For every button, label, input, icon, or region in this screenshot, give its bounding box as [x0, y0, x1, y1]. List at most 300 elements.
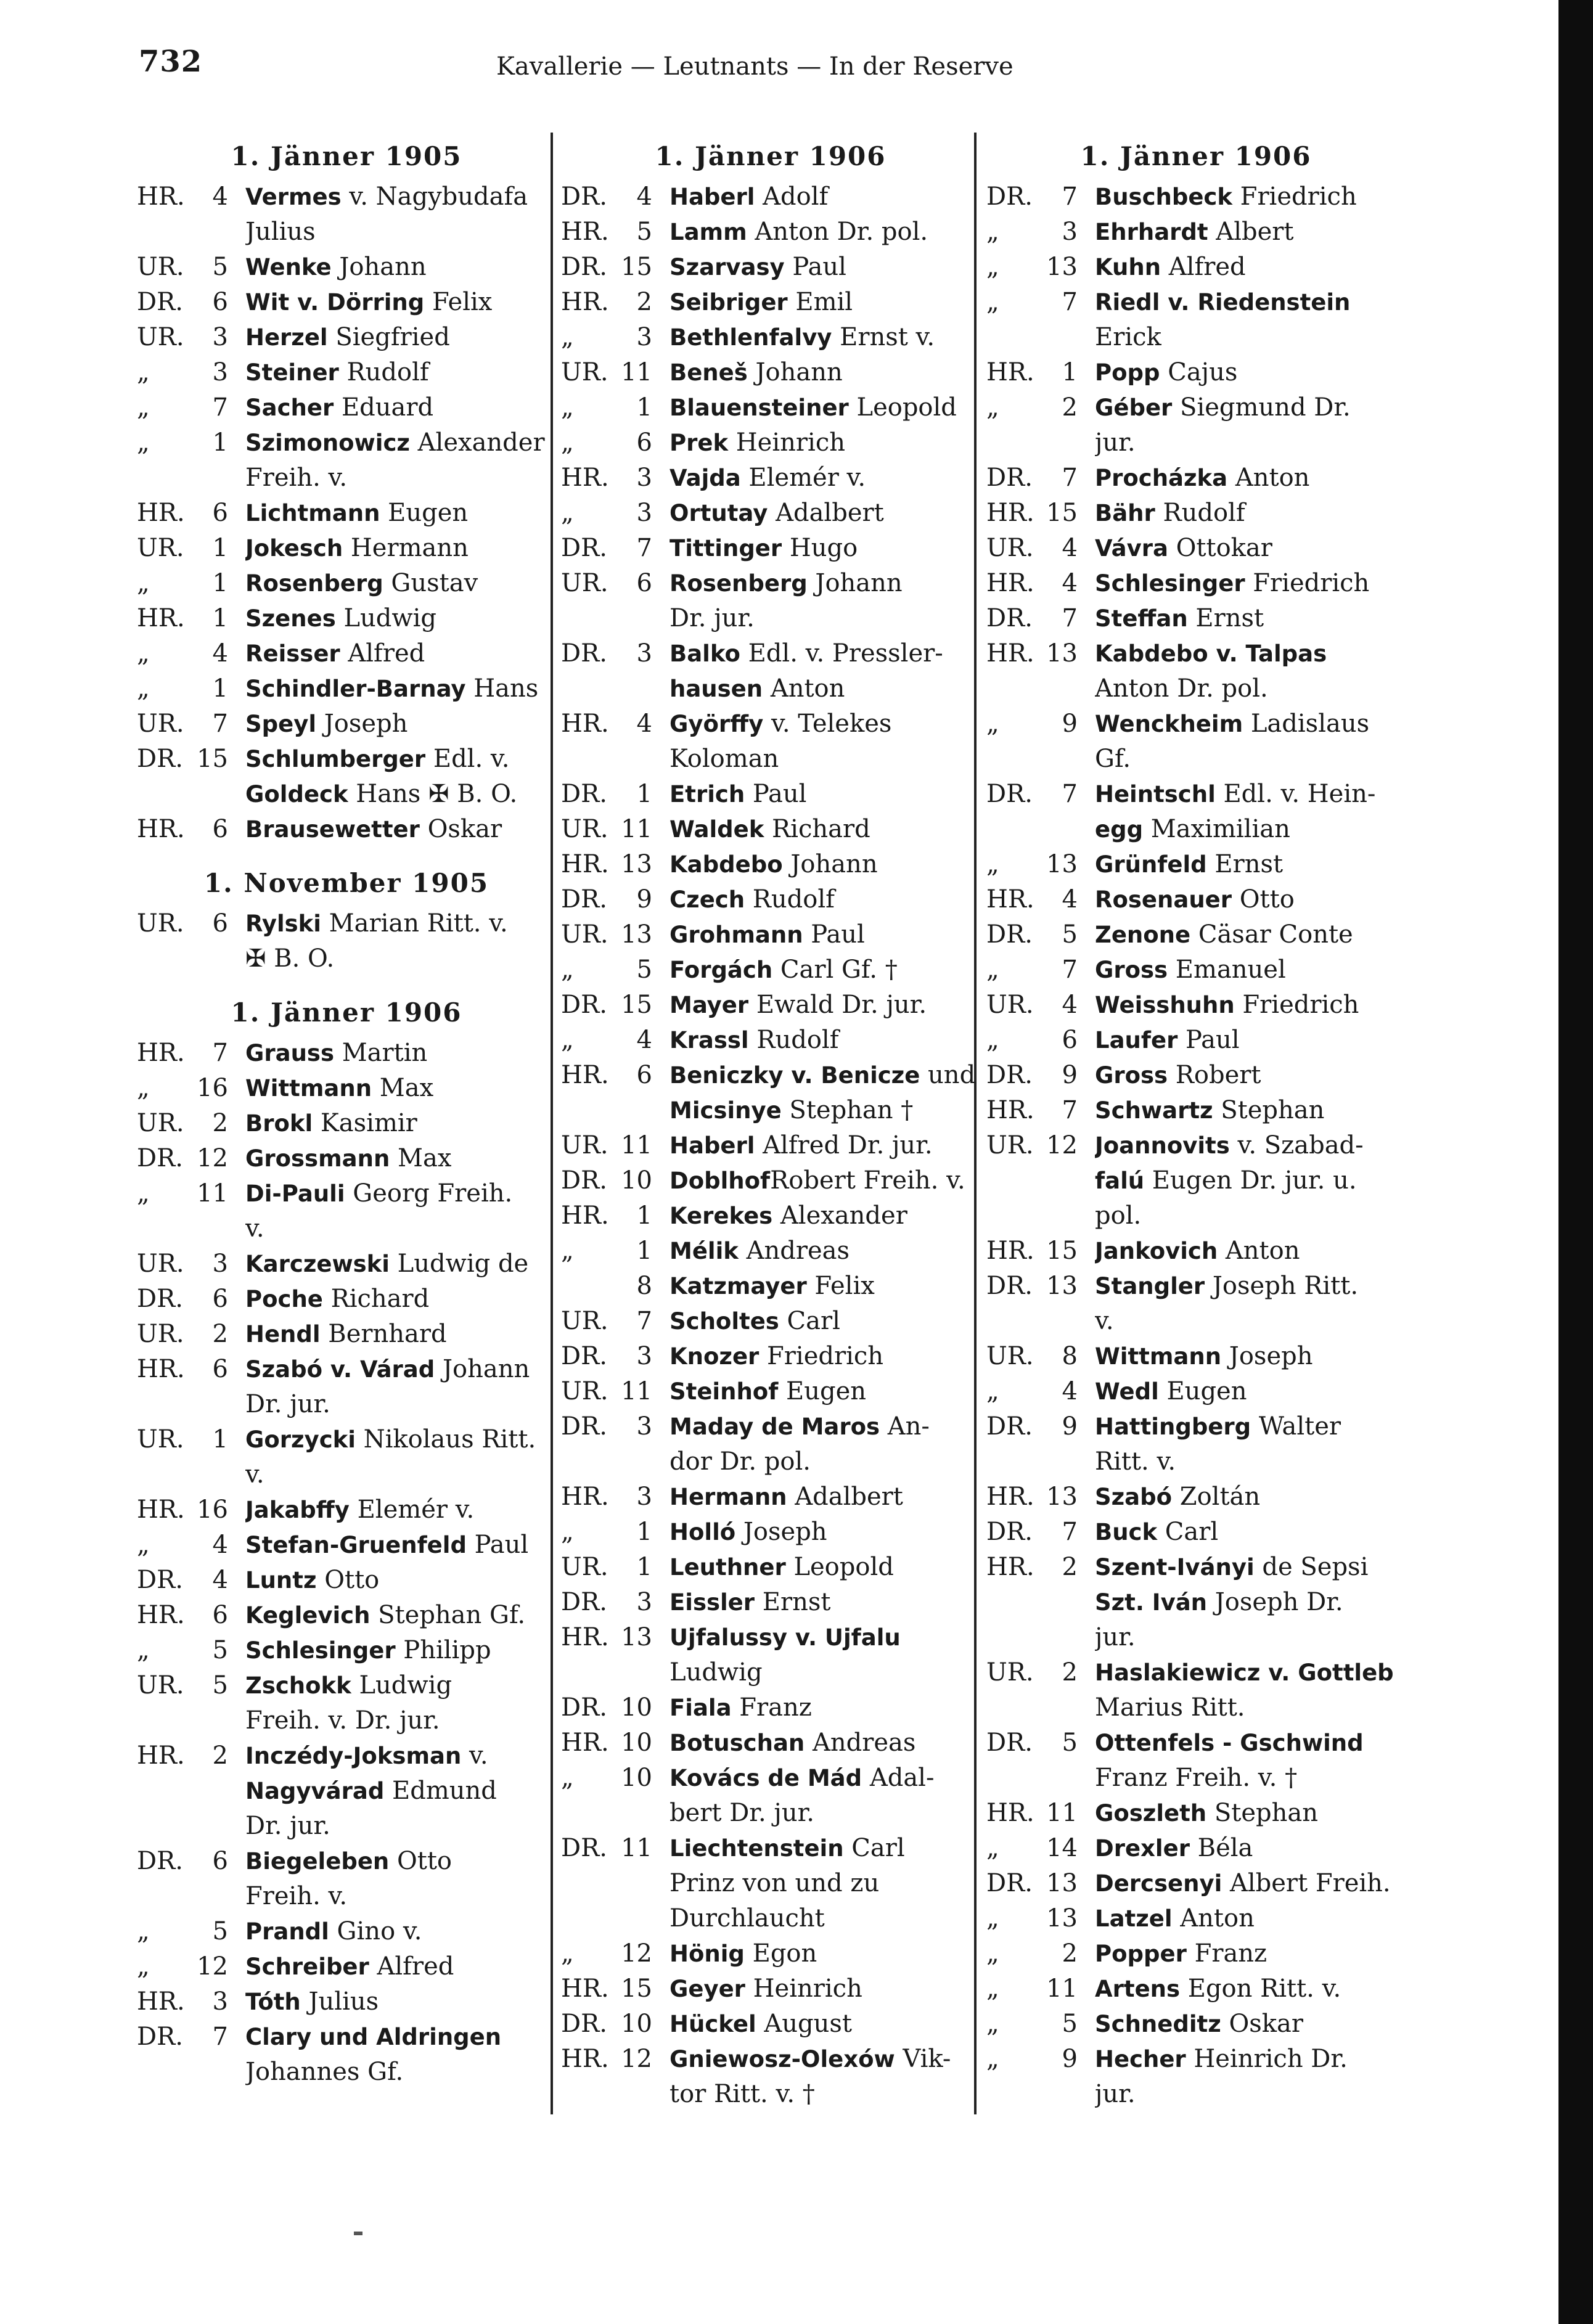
list-entry	[561, 285, 980, 320]
regiment-number: 1	[636, 1201, 652, 1230]
given-name: Heinrich Dr.	[1186, 2045, 1348, 2073]
officer-name	[1095, 777, 1406, 812]
officer-name	[245, 1774, 556, 1809]
list-entry	[986, 425, 1406, 460]
given-name: Ernst	[1206, 850, 1284, 878]
officer-name	[670, 1023, 980, 1058]
officer-name	[1095, 1409, 1406, 1444]
officer-name	[670, 636, 980, 671]
list-entry	[137, 320, 556, 355]
given-name: Maximilian	[1143, 815, 1290, 843]
surname: Speyl	[245, 711, 317, 737]
list-entry	[137, 941, 556, 976]
officer-name	[670, 1058, 980, 1093]
regiment-type: „	[986, 288, 999, 316]
regiment-type: HR.	[561, 2045, 609, 2073]
list-entry	[137, 2019, 556, 2055]
given-name: Carl	[843, 1834, 905, 1862]
officer-name	[1095, 1936, 1406, 1971]
given-name: Felix	[424, 288, 493, 316]
list-entry	[137, 496, 556, 531]
regiment-number: 6	[212, 1355, 228, 1383]
surname: Györffy	[670, 711, 764, 737]
given-name: Georg Freih.	[345, 1179, 513, 1208]
given-name: Cäsar Conte	[1190, 920, 1353, 949]
surname: Rylski	[245, 910, 321, 937]
officer-name	[245, 320, 556, 355]
officer-name	[670, 531, 980, 566]
given-name: Dr. jur.	[245, 1390, 330, 1418]
list-entry	[561, 742, 980, 777]
given-name: Elemér v.	[740, 464, 866, 492]
list-entry	[561, 1409, 980, 1444]
officer-name	[670, 1479, 980, 1515]
list-entry	[137, 1668, 556, 1703]
surname: Wittmann	[1095, 1343, 1222, 1370]
surname: Karczewski	[245, 1251, 390, 1277]
regiment-number: 16	[197, 1074, 228, 1102]
given-name: Marian Ritt. v.	[321, 909, 508, 938]
list-entry	[561, 1866, 980, 1901]
regiment-number: 8	[636, 1272, 652, 1300]
regiment-number: 13	[621, 920, 652, 949]
regiment-type: „	[986, 1904, 999, 1933]
list-entry	[561, 952, 980, 988]
officer-name	[1095, 250, 1406, 285]
list-entry	[137, 1528, 556, 1563]
given-name: Ernst	[1187, 604, 1264, 632]
list-entry	[137, 636, 556, 671]
officer-name	[245, 1563, 556, 1598]
regiment-type: „	[986, 1939, 999, 1968]
regiment-type: UR.	[137, 1109, 184, 1137]
given-name: Alfred	[340, 639, 425, 668]
officer-name	[670, 390, 980, 425]
list-entry	[561, 777, 980, 812]
given-name: Anton Dr. pol.	[1095, 674, 1268, 703]
regiment-number: 2	[1062, 393, 1078, 422]
list-entry	[986, 566, 1406, 601]
officer-name	[1095, 566, 1406, 601]
surname: Szarvasy	[670, 254, 785, 280]
surname: Buck	[1095, 1519, 1158, 1545]
list-entry	[561, 601, 980, 636]
officer-name	[245, 250, 556, 285]
regiment-number: 12	[197, 1144, 228, 1172]
officer-name	[670, 777, 980, 812]
surname: Ujfalussy v. Ujfalu	[670, 1624, 901, 1651]
given-name: Andreas	[738, 1237, 850, 1265]
given-name: Otto	[316, 1566, 380, 1594]
given-name: Alexander	[409, 428, 545, 457]
list-entry	[561, 1796, 980, 1831]
officer-name	[670, 1936, 980, 1971]
surname: Poche	[245, 1286, 323, 1312]
officer-name	[245, 179, 556, 215]
officer-name	[245, 1633, 556, 1668]
regiment-type: „	[137, 358, 150, 387]
regiment-number: 1	[212, 1425, 228, 1454]
regiment-type: „	[986, 1377, 999, 1405]
regiment-number: 10	[621, 1166, 652, 1195]
given-name: Anton	[763, 674, 845, 703]
given-name: Koloman	[670, 745, 779, 773]
officer-name	[1095, 1971, 1406, 2007]
surname: Prek	[670, 430, 729, 456]
officer-name	[1095, 1058, 1406, 1093]
officer-name	[245, 1492, 556, 1528]
surname: Grossmann	[245, 1145, 390, 1172]
surname: Szabó v. Várad	[245, 1356, 435, 1383]
list-entry	[986, 1269, 1406, 1304]
list-entry	[986, 355, 1406, 390]
regiment-type: HR.	[561, 288, 609, 316]
regiment-type: HR.	[561, 1623, 609, 1651]
regiment-number: 5	[1062, 920, 1078, 949]
officer-name	[245, 777, 556, 812]
surname: Schwartz	[1095, 1097, 1213, 1124]
regiment-type: HR.	[986, 499, 1034, 527]
regiment-number: 7	[212, 393, 228, 422]
surname: Ottenfels - Gschwind	[1095, 1730, 1364, 1756]
regiment-number: 10	[621, 1693, 652, 1722]
regiment-number: 11	[621, 1834, 652, 1862]
officer-name	[245, 1176, 556, 1211]
given-name: v. Telekes	[763, 710, 892, 738]
surname: Vávra	[1095, 535, 1168, 562]
list-entry	[561, 1304, 980, 1339]
surname: Brausewetter	[245, 816, 420, 843]
regiment-number: 7	[212, 1039, 228, 1067]
officer-name	[670, 706, 980, 742]
regiment-number: 13	[1046, 1869, 1078, 1897]
regiment-type: „	[137, 393, 150, 422]
given-name: Freih. v. Dr. jur.	[245, 1706, 440, 1735]
officer-name	[1095, 496, 1406, 531]
surname: Sacher	[245, 395, 334, 421]
regiment-number: 4	[1062, 1377, 1078, 1405]
officer-name	[1095, 988, 1406, 1023]
given-name: Stephan	[1213, 1096, 1325, 1124]
officer-name	[245, 215, 556, 250]
surname: Wedl	[1095, 1378, 1159, 1405]
list-entry	[561, 179, 980, 215]
surname: Brokl	[245, 1110, 313, 1137]
list-entry	[137, 1914, 556, 1949]
regiment-number: 15	[1046, 1237, 1078, 1265]
regiment-number: 4	[212, 639, 228, 668]
officer-name	[670, 1620, 980, 1655]
officer-name	[670, 215, 980, 250]
given-name: Oskar	[419, 815, 502, 843]
list-entry	[137, 812, 556, 847]
given-name: Heinrich	[728, 428, 845, 457]
given-name: Friedrich	[1245, 569, 1370, 597]
surname: egg	[1095, 816, 1144, 843]
surname: Clary und Aldringen	[245, 2024, 502, 2050]
list-entry	[561, 812, 980, 847]
list-entry	[137, 2055, 556, 2090]
regiment-number: 3	[636, 1588, 652, 1616]
officer-name	[1095, 2007, 1406, 2042]
given-name: Stephan Gf.	[370, 1601, 526, 1629]
regiment-number: 3	[212, 358, 228, 387]
regiment-type: DR.	[986, 182, 1033, 211]
list-entry	[561, 1585, 980, 1620]
given-name: Elemér v.	[349, 1495, 475, 1524]
regiment-type: HR.	[561, 1729, 609, 1757]
surname: Szabó	[1095, 1484, 1173, 1510]
regiment-type: HR.	[561, 710, 609, 738]
regiment-type: HR.	[137, 499, 185, 527]
given-name: Johann	[435, 1355, 530, 1383]
surname: Schneditz	[1095, 2011, 1221, 2037]
given-name: Alfred	[369, 1952, 454, 1981]
given-name: Adalbert	[787, 1483, 903, 1511]
list-entry	[137, 1106, 556, 1141]
regiment-number: 4	[1062, 534, 1078, 562]
surname: Knozer	[670, 1343, 760, 1370]
list-entry	[561, 2007, 980, 2042]
officer-name	[1095, 1725, 1406, 1761]
regiment-number: 15	[621, 1974, 652, 2003]
regiment-type: „	[137, 428, 150, 457]
officer-name	[670, 742, 980, 777]
list-entry	[561, 1936, 980, 1971]
regiment-type: DR.	[137, 1847, 183, 1875]
given-name: Eugen	[778, 1377, 867, 1405]
list-entry	[986, 706, 1406, 742]
list-entry	[561, 1058, 980, 1093]
surname: Ortutay	[670, 500, 768, 526]
given-name: Hermann	[343, 534, 469, 562]
officer-name	[1095, 1444, 1406, 1479]
given-name: Joseph Dr.	[1207, 1588, 1343, 1616]
regiment-type: HR.	[561, 850, 609, 878]
list-entry	[561, 215, 980, 250]
regiment-type: „	[986, 850, 999, 878]
regiment-type: UR.	[137, 534, 184, 562]
officer-name	[1095, 390, 1406, 425]
regiment-number: 5	[212, 1917, 228, 1946]
surname: Luntz	[245, 1567, 317, 1594]
surname: Kovács de Mád	[670, 1765, 862, 1791]
list-entry	[137, 215, 556, 250]
officer-name	[670, 1093, 980, 1128]
officer-name	[245, 1317, 556, 1352]
given-name: Franz	[1186, 1939, 1267, 1968]
regiment-type: „	[986, 955, 999, 984]
given-name: An-	[880, 1412, 930, 1441]
list-entry	[986, 882, 1406, 917]
officer-name	[1095, 1831, 1406, 1866]
regiment-type: „	[986, 1834, 999, 1862]
surname: Heintschl	[1095, 781, 1216, 808]
given-name: Joseph	[1221, 1342, 1313, 1370]
regiment-type: HR.	[137, 1355, 185, 1383]
given-name: Adal-	[862, 1764, 935, 1792]
regiment-number: 4	[1062, 569, 1078, 597]
given-name: und	[920, 1061, 976, 1089]
given-name: Joseph	[316, 710, 408, 738]
officer-name	[670, 1831, 980, 1866]
list-entry	[986, 1234, 1406, 1269]
list-entry	[561, 706, 980, 742]
surname: Schlesinger	[245, 1637, 396, 1664]
given-name: Anton	[1172, 1904, 1255, 1933]
surname: Joannovits	[1095, 1132, 1230, 1159]
list-entry	[137, 706, 556, 742]
given-name: Siegfried	[327, 323, 450, 351]
officer-name	[245, 531, 556, 566]
officer-name	[245, 460, 556, 496]
regiment-number: 1	[636, 780, 652, 808]
surname: Géber	[1095, 395, 1173, 421]
given-name: Ludwig	[351, 1671, 453, 1700]
officer-name	[1095, 179, 1406, 215]
surname: Blauensteiner	[670, 395, 849, 421]
officer-name	[1095, 2077, 1406, 2112]
officer-name	[670, 847, 980, 882]
regiment-number: 4	[1062, 885, 1078, 914]
officer-name	[245, 566, 556, 601]
list-entry	[561, 355, 980, 390]
officer-name	[245, 1668, 556, 1703]
regiment-type: DR.	[561, 534, 607, 562]
regiment-type: UR.	[137, 1320, 184, 1348]
regiment-type: DR.	[561, 1166, 607, 1195]
regiment-type: DR.	[137, 745, 183, 773]
officer-name	[245, 1809, 556, 1844]
surname: Waldek	[670, 816, 764, 843]
regiment-number: 13	[1046, 1483, 1078, 1511]
officer-name	[670, 179, 980, 215]
officer-name	[1095, 1234, 1406, 1269]
surname: Wittmann	[245, 1075, 372, 1102]
list-entry	[561, 1515, 980, 1550]
regiment-number: 16	[197, 1495, 228, 1524]
regiment-number: 5	[212, 1636, 228, 1664]
regiment-type: „	[561, 428, 574, 457]
given-name: jur.	[1095, 428, 1136, 457]
regiment-number: 7	[1062, 1518, 1078, 1546]
regiment-type: HR.	[561, 1201, 609, 1230]
regiment-number: 3	[1062, 218, 1078, 246]
list-entry	[137, 1633, 556, 1668]
given-name: Ernst v.	[832, 323, 935, 351]
officer-name	[670, 1515, 980, 1550]
list-entry	[986, 460, 1406, 496]
regiment-number: 6	[212, 815, 228, 843]
list-entry	[986, 1550, 1406, 1585]
list-entry	[137, 1211, 556, 1246]
given-name: Julius	[245, 218, 316, 246]
given-name: Eugen	[380, 499, 469, 527]
surname: Szt. Iván	[1095, 1589, 1208, 1616]
list-entry	[137, 1317, 556, 1352]
regiment-type: „	[561, 323, 574, 351]
officer-name	[245, 636, 556, 671]
surname: Lamm	[670, 219, 747, 245]
given-name: Albert Freih.	[1222, 1869, 1391, 1897]
given-name: Dr. jur.	[245, 1812, 330, 1840]
regiment-number: 2	[1062, 1553, 1078, 1581]
officer-name	[1095, 1479, 1406, 1515]
officer-name	[245, 2055, 556, 2090]
list-entry	[561, 1093, 980, 1128]
list-entry	[561, 460, 980, 496]
regiment-type: „	[137, 1917, 150, 1946]
given-name: Rudolf	[1155, 499, 1245, 527]
list-entry	[561, 1761, 980, 1796]
given-name: Durchlaucht	[670, 1904, 825, 1933]
regiment-type: UR.	[137, 1250, 184, 1278]
surname: Latzel	[1095, 1905, 1173, 1932]
list-entry	[561, 1655, 980, 1690]
list-entry	[561, 917, 980, 952]
list-entry	[986, 1163, 1406, 1198]
regiment-type: „	[986, 393, 999, 422]
officer-name	[670, 1550, 980, 1585]
regiment-type: „	[561, 1939, 574, 1968]
surname: Gross	[1095, 957, 1168, 983]
officer-name	[1095, 1269, 1406, 1304]
regiment-type: UR.	[561, 1131, 608, 1160]
surname: Wenke	[245, 254, 332, 280]
officer-name	[1095, 1128, 1406, 1163]
regiment-number: 1	[636, 393, 652, 422]
officer-name	[1095, 847, 1406, 882]
given-name: Anton Dr. pol.	[747, 218, 928, 246]
officer-name	[245, 706, 556, 742]
list-entry	[137, 1492, 556, 1528]
officer-name	[670, 1128, 980, 1163]
officer-name	[1095, 636, 1406, 671]
surname: Szent-Iványi	[1095, 1554, 1255, 1581]
officer-name	[1095, 1023, 1406, 1058]
list-entry	[986, 496, 1406, 531]
list-entry	[137, 1071, 556, 1106]
list-entry	[561, 1550, 980, 1585]
officer-name	[670, 355, 980, 390]
officer-name	[670, 1585, 980, 1620]
officer-name	[670, 1866, 980, 1901]
regiment-number: 5	[636, 955, 652, 984]
regiment-type: DR.	[561, 1693, 607, 1722]
regiment-type: UR.	[561, 358, 608, 387]
surname: Schlesinger	[1095, 570, 1245, 597]
officer-name	[245, 1738, 556, 1774]
list-entry	[137, 1984, 556, 2019]
officer-name	[670, 1304, 980, 1339]
given-name: Adalbert	[768, 499, 884, 527]
list-entry	[986, 215, 1406, 250]
regiment-number: 9	[636, 885, 652, 914]
list-entry	[561, 1479, 980, 1515]
list-entry	[137, 1036, 556, 1071]
regiment-number: 1	[636, 1237, 652, 1265]
list-entry	[986, 1620, 1406, 1655]
regiment-number: 13	[1046, 1272, 1078, 1300]
regiment-type: UR.	[986, 1342, 1034, 1370]
given-name: ✠ B. O.	[245, 944, 335, 973]
regiment-number: 11	[197, 1179, 228, 1208]
list-entry	[986, 1093, 1406, 1128]
regiment-type: UR.	[561, 815, 608, 843]
surname: Kerekes	[670, 1203, 773, 1229]
list-entry	[561, 1725, 980, 1761]
list-entry	[561, 496, 980, 531]
